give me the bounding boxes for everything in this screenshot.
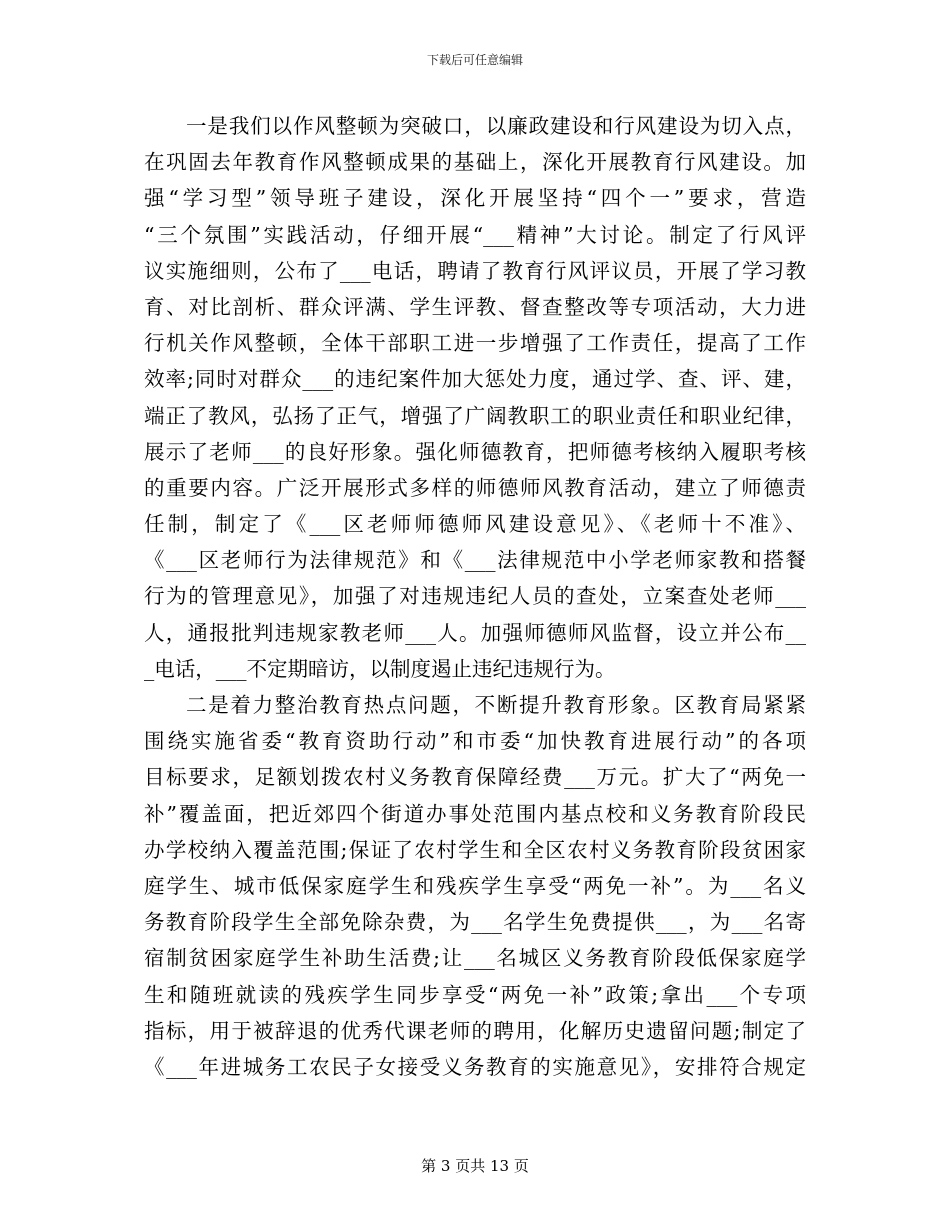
text-line: 强“学习型”领导班子建设，深化开展坚持“四个一”要求，营造 bbox=[144, 186, 806, 211]
text-line: 一是我们以作风整顿为突破口，以廉政建设和行风建设为切入点， bbox=[186, 114, 806, 138]
text-line: 生和随班就读的残疾学生同步享受“两免一补”政策;拿出___个专项 bbox=[144, 982, 806, 1007]
text-line: 办学校纳入覆盖范围;保证了农村学生和全区农村义务教育阶段贫困家 bbox=[144, 837, 806, 862]
paragraph-1 bbox=[144, 108, 806, 687]
text-line: 《___年进城务工农民子女接受义务教育的实施意见》，安排符合规定 bbox=[144, 1054, 806, 1079]
text-line: 行为的管理意见》，加强了对违规违纪人员的查处，立案查处老师___ bbox=[144, 584, 806, 609]
text-line: 补”覆盖面，把近郊四个街道办事处范围内基点校和义务教育阶段民 bbox=[144, 801, 806, 826]
text-line: 宿制贫困家庭学生补助生活费;让___名城区义务教育阶段低保家庭学 bbox=[144, 946, 806, 971]
text-line: 庭学生、城市低保家庭学生和残疾学生享受“两免一补”。为___名义 bbox=[144, 873, 806, 898]
text-line: _电话，___不定期暗访，以制度遏止违纪违规行为。 bbox=[144, 656, 616, 681]
page-header: 下载后可任意编辑 bbox=[426, 53, 523, 67]
text-line: 议实施细则，公布了___电话，聘请了教育行风评议员，开展了学习教 bbox=[144, 258, 806, 283]
text-line: 育、对比剖析、群众评满、学生评教、督查整改等专项活动，大力进 bbox=[144, 294, 806, 319]
text-line: “三个氛围”实践活动，仔细开展“___精神”大讨论。制定了行风评 bbox=[144, 222, 806, 247]
text-line: 人，通报批判违规家教老师___人。加强师德师风监督，设立并公布__ bbox=[144, 620, 806, 645]
text-line: 目标要求，足额划拨农村义务教育保障经费___万元。扩大了“两免一 bbox=[144, 765, 806, 790]
text-line: 指标，用于被辞退的优秀代课老师的聘用，化解历史遗留问题;制定了 bbox=[144, 1018, 806, 1043]
text-line: 围绕实施省委“教育资助行动”和市委“加快教育进展行动”的各项 bbox=[144, 729, 806, 754]
text-line: 在巩固去年教育作风整顿成果的基础上，深化开展教育行风建设。加 bbox=[144, 150, 806, 175]
paragraph-2 bbox=[144, 687, 806, 1085]
text-line: 务教育阶段学生全部免除杂费，为___名学生免费提供___，为___名寄 bbox=[144, 910, 806, 935]
text-line: 行机关作风整顿，全体干部职工进一步增强了工作责任，提高了工作 bbox=[144, 331, 806, 356]
page-footer: 第 3 页共 13 页 bbox=[421, 1157, 529, 1175]
text-line: 《___区老师行为法律规范》和《___法律规范中小学老师家教和搭餐 bbox=[144, 548, 806, 573]
text-line: 端正了教风，弘扬了正气，增强了广阔教职工的职业责任和职业纪律， bbox=[144, 403, 806, 428]
text-line: 二是着力整治教育热点问题，不断提升教育形象。区教育局紧紧 bbox=[186, 693, 806, 717]
text-line: 展示了老师___的良好形象。强化师德教育，把师德考核纳入履职考核 bbox=[144, 439, 806, 464]
document-body bbox=[144, 108, 806, 1085]
text-line: 的重要内容。广泛开展形式多样的师德师风教育活动，建立了师德责 bbox=[144, 475, 806, 500]
text-line: 效率;同时对群众___的违纪案件加大惩处力度，通过学、查、评、建， bbox=[144, 367, 806, 392]
text-line: 任制，制定了《___区老师师德师风建设意见》、《老师十不准》、 bbox=[144, 512, 806, 537]
